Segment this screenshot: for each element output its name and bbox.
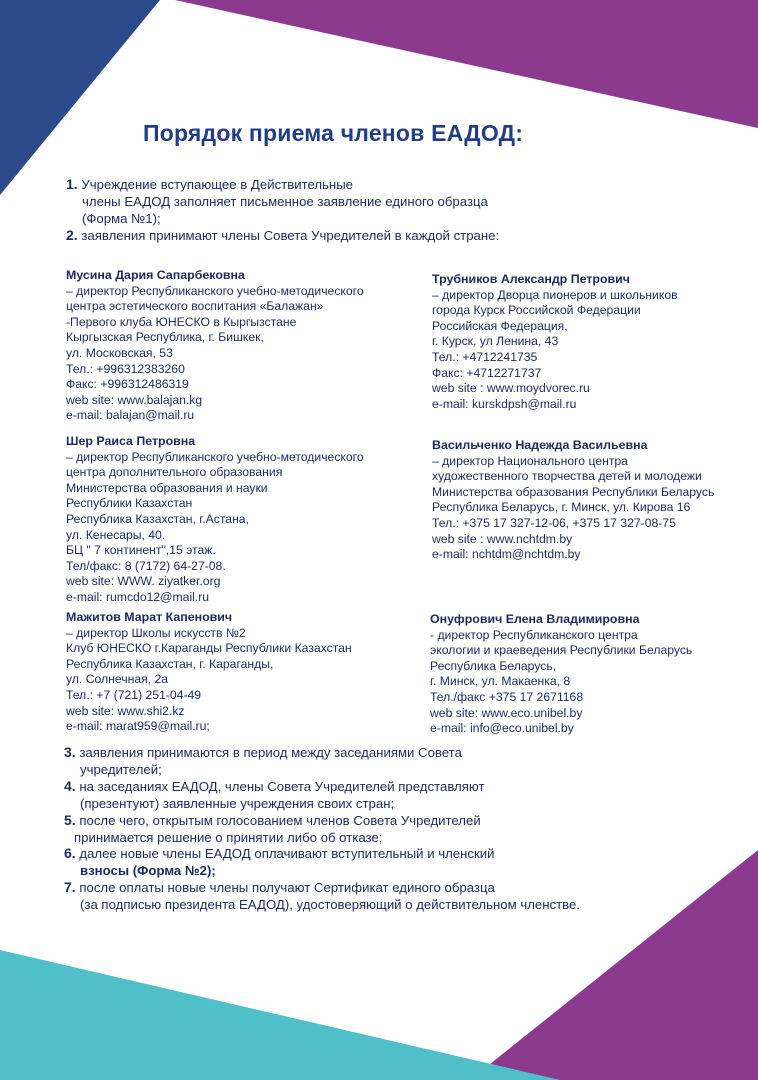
step-4 [64, 778, 485, 812]
step-number: 3. [64, 744, 76, 760]
contact-line: e-mail: kurskdpsh@mail.ru [432, 396, 577, 411]
contact-line: Республика Казахстан, г.Астана, [66, 511, 249, 526]
contact-line: БЦ " 7 континент",15 этаж. [66, 543, 216, 558]
contact-card-onufrovich [430, 612, 692, 737]
contact-line: – директор Республиканского учебно-методического [66, 449, 364, 464]
contact-line: e-mail: marat959@mail.ru; [66, 719, 210, 734]
contact-name: Мажитов Марат Капенович [66, 610, 233, 624]
step-text: члены ЕАДОД заполняет письменное заявление единого образца [82, 194, 488, 209]
contact-line: – директор Дворца пионеров и школьников [432, 287, 678, 302]
step-number: 6. [64, 845, 76, 861]
contact-name: Васильченко Надежда Васильевна [432, 438, 648, 452]
step-text: (Форма №1); [82, 211, 161, 226]
contact-name: Трубников Александр Петрович [432, 272, 630, 286]
contact-line: города Курск Российской Федерации [432, 303, 641, 318]
contact-line: – директор Школы искусств №2 [66, 625, 246, 640]
contact-card-sher [66, 434, 364, 606]
contact-line: г. Минск, ул. Макаенка, 8 [430, 674, 571, 689]
contact-line: Тел.: +4712241735 [432, 349, 538, 364]
contact-line: - директор Республиканского центра [430, 627, 638, 642]
contact-line: Республика Казахстан, г. Караганды, [66, 656, 274, 671]
step-number: 7. [64, 879, 76, 895]
contact-name: Мусина Дария Сапарбековна [66, 268, 245, 282]
contact-line: Тел./факс +375 17 2671168 [430, 689, 584, 704]
step-text: (за подписью президента ЕАДОД), удостоверяющий о действительном членстве. [80, 897, 580, 912]
step-number: 1. [66, 176, 78, 192]
step-text: после оплаты новые члены получают Сертификат единого образца [79, 880, 495, 895]
step-1 [66, 176, 488, 227]
contact-card-vasilchenko [432, 438, 714, 563]
contact-line: г. Курск, ул Ленина, 43 [432, 334, 559, 349]
contact-line: Республики Казахстан [66, 496, 193, 511]
contact-name: Онуфрович Елена Владимировна [430, 612, 640, 626]
contact-line: Министерства образования и науки [66, 480, 268, 495]
contact-line: web site: WWW. ziyatker.org [66, 574, 221, 589]
contact-line: – директор Республиканского учебно-методического [66, 283, 364, 298]
contact-line: web site : www.moydvorec.ru [432, 381, 590, 396]
step-text: Учреждение вступающее в Действительные [81, 177, 354, 192]
contact-line: Российская Федерация, [432, 318, 568, 333]
step-text: принимается решение о принятии либо об отказе; [74, 830, 383, 845]
contact-line: web site: www.eco.unibel.by [430, 705, 583, 720]
contact-line: Тел.: +7 (721) 251-04-49 [66, 687, 202, 702]
contact-line: e-mail: rumcdo12@mail.ru [66, 589, 210, 604]
contact-line: художественного творчества детей и молодежи [432, 469, 702, 484]
contact-line: Республика Беларусь, г. Минск, ул. Кирова 16 [432, 500, 691, 515]
step-3 [64, 744, 462, 778]
contact-line: Клуб ЮНЕСКО г.Караганды Республики Казахстан [66, 641, 352, 656]
contact-line: Факс: +4712271737 [432, 365, 542, 380]
contact-line: Кыргызская Республика, г. Бишкек, [66, 330, 264, 345]
step-text: заявления принимают члены Совета Учредителей в каждой стране: [81, 228, 500, 243]
contact-card-mazhitov [66, 610, 352, 735]
step-text: далее новые члены ЕАДОД оплачивают вступительный и членский [79, 846, 495, 861]
contact-name: Шер Раиса Петровна [66, 434, 196, 448]
contact-line: Тел.: +375 17 327-12-06, +375 17 327-08-75 [432, 515, 676, 530]
contact-line: e-mail: info@eco.unibel.by [430, 721, 574, 736]
contact-line: ул. Солнечная, 2а [66, 672, 169, 687]
contact-line: центра дополнительного образования [66, 465, 283, 480]
contact-line: web site: www.balajan.kg [66, 392, 203, 407]
step-text: на заседаниях ЕАДОД, члены Совета Учредителей представляют [79, 779, 485, 794]
step-text: заявления принимаются в период между заседаниями Совета [79, 745, 462, 760]
contact-line: Тел/факс: 8 (7172) 64-27-08. [66, 558, 226, 573]
contact-line: Тел.: +996312383260 [66, 361, 185, 376]
step-text: (презентуют) заявленные учреждения своих стран; [80, 796, 395, 811]
contact-card-trubnikov [432, 272, 678, 412]
step-5 [64, 812, 481, 846]
contact-line: -Первого клуба ЮНЕСКО в Кыргызстане [66, 314, 297, 329]
contact-line: Республика Беларусь, [430, 658, 557, 673]
contact-line: ул. Московская, 53 [66, 345, 173, 360]
step-number: 5. [64, 812, 76, 828]
contact-card-musina [66, 268, 364, 424]
step-6 [64, 845, 495, 879]
step-text-bold: взносы (Форма №2); [80, 863, 216, 878]
contact-line: web site : www.nchtdm.by [432, 531, 573, 546]
step-text: после чего, открытым голосованием членов Совета Учредителей [79, 813, 481, 828]
step-number: 4. [64, 778, 76, 794]
contact-line: центра эстетического воспитания «Балажан» [66, 299, 324, 314]
step-text: учредителей; [80, 762, 162, 777]
contact-line: ул. Кенесары, 40. [66, 527, 166, 542]
step-2 [66, 227, 499, 244]
contact-line: e-mail: balajan@mail.ru [66, 408, 195, 423]
contact-line: e-mail: nchtdm@nchtdm.by [432, 547, 581, 562]
step-7 [64, 879, 580, 913]
contact-line: Министерства образования Республики Беларусь [432, 484, 715, 499]
contact-line: Факс: +996312486319 [66, 377, 189, 392]
page-title: Порядок приема членов ЕАДОД: [143, 120, 524, 146]
contact-line: экологии и краеведения Республики Беларусь [430, 643, 693, 658]
contact-line: web site: www.shi2.kz [66, 703, 185, 718]
step-number: 2. [66, 227, 78, 243]
contact-line: – директор Национального центра [432, 453, 628, 468]
